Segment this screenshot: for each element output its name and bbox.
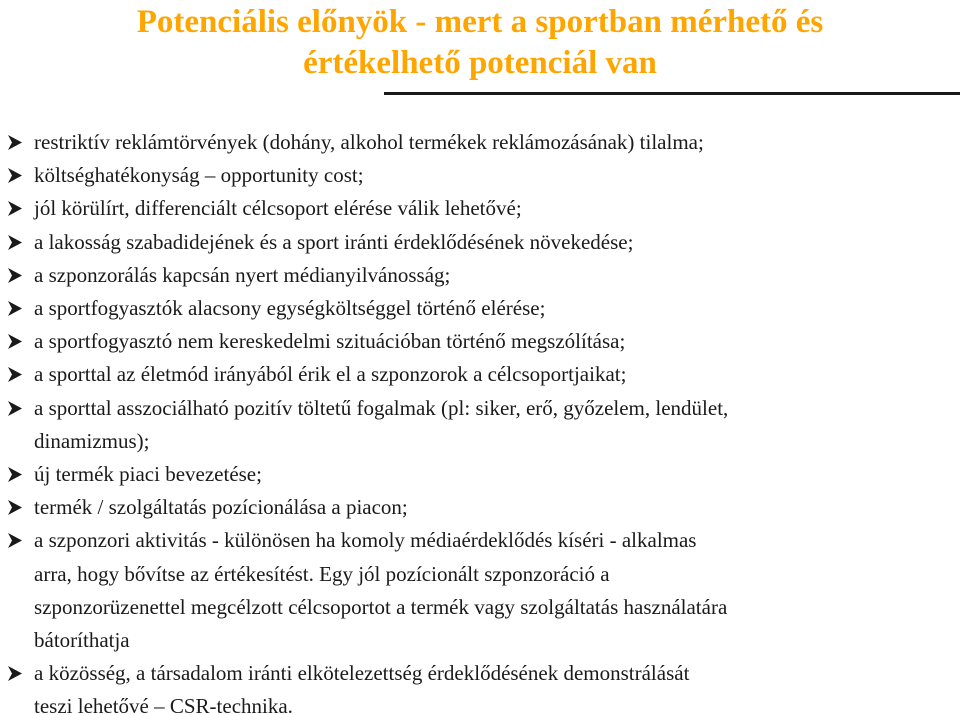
- slide-title-line-2: értékelhető potenciál van: [303, 45, 657, 81]
- bullet-text-line: költséghatékonyság – opportunity cost;: [34, 163, 364, 188]
- bullet-text-line: bátoríthatja: [34, 628, 130, 653]
- bullet-text-line: a közösség, a társadalom iránti elkötelezettség érdeklődésének demonstrálását: [34, 661, 690, 686]
- arrowhead-bullet-icon: [5, 657, 25, 690]
- arrowhead-bullet-icon: [5, 259, 25, 292]
- bullet-text-line: új termék piaci bevezetése;: [34, 462, 262, 487]
- bullet-text-line: a sporttal asszociálható pozitív töltetű fogalmak (pl: siker, erő, győzelem, lendület,: [34, 395, 729, 420]
- arrowhead-bullet-icon: [5, 192, 25, 225]
- bullet-list: [0, 126, 960, 715]
- bullet-item: [0, 392, 960, 458]
- bullet-text-line: a sporttal az életmód irányából érik el a szponzorok a célcsoportjaikat;: [34, 362, 627, 387]
- arrowhead-bullet-icon: [5, 325, 25, 358]
- bullet-text-line: a sportfogyasztó nem kereskedelmi szituációban történő megszólítása;: [34, 329, 626, 354]
- bullet-text-line: a szponzorálás kapcsán nyert médianyilvánosság;: [34, 262, 451, 287]
- bullet-text-line: teszi lehetővé – CSR-technika.: [34, 694, 293, 715]
- bullet-item: [0, 325, 960, 358]
- bullet-text-line: dinamizmus);: [34, 428, 150, 453]
- slide-title: [0, 2, 960, 84]
- bullet-text-line: restriktív reklámtörvények (dohány, alkohol termékek reklámozásának) tilalma;: [34, 130, 704, 154]
- bullet-text-line: termék / szolgáltatás pozícionálása a piacon;: [34, 495, 408, 520]
- bullet-item: [0, 657, 960, 715]
- bullet-item: [0, 192, 960, 225]
- bullet-text-line: arra, hogy bővítse az értékesítést. Egy jól pozícionált szponzoráció a: [34, 561, 610, 586]
- arrowhead-bullet-icon: [5, 392, 25, 425]
- arrowhead-bullet-icon: [5, 458, 25, 491]
- bullet-text-line: a szponzori aktivitás - különösen ha komoly médiaérdeklődés kíséri - alkalmas: [34, 528, 697, 553]
- bullet-item: [0, 491, 960, 524]
- arrowhead-bullet-icon: [5, 226, 25, 259]
- bullet-item: [0, 358, 960, 391]
- arrowhead-bullet-icon: [5, 126, 25, 159]
- bullet-text-line: jól körülírt, differenciált célcsoport elérése válik lehetővé;: [34, 196, 522, 221]
- bullet-item: [0, 458, 960, 491]
- bullet-item: [0, 292, 960, 325]
- arrowhead-bullet-icon: [5, 292, 25, 325]
- bullet-text-line: szponzorüzenettel megcélzott célcsoportot a termék vagy szolgáltatás használatára: [34, 594, 728, 619]
- arrowhead-bullet-icon: [5, 524, 25, 557]
- slide-title-line-1: Potenciális előnyök - mert a sportban mérhető és: [136, 4, 824, 40]
- arrowhead-bullet-icon: [5, 159, 25, 192]
- bullet-item: [0, 226, 960, 259]
- bullet-text-line: a sportfogyasztók alacsony egységköltséggel történő elérése;: [34, 296, 546, 321]
- bullet-item: [0, 159, 960, 192]
- bullet-item: [0, 259, 960, 292]
- arrowhead-bullet-icon: [5, 491, 25, 524]
- bullet-item: [0, 126, 960, 159]
- title-underline: [384, 92, 960, 95]
- bullet-text-line: a lakosság szabadidejének és a sport iránti érdeklődésének növekedése;: [34, 229, 634, 254]
- arrowhead-bullet-icon: [5, 358, 25, 391]
- bullet-item: [0, 524, 960, 657]
